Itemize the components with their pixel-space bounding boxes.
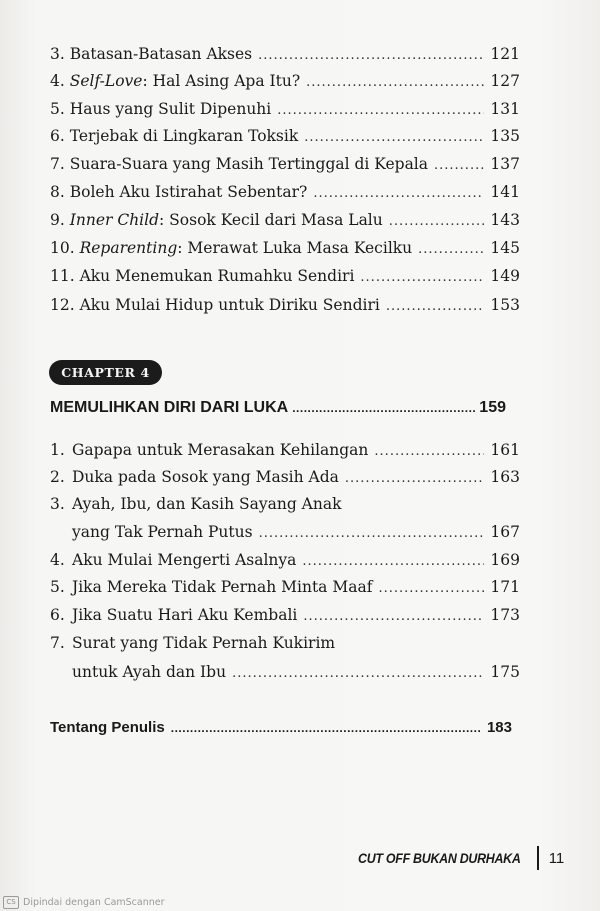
toc-entry-page: 173 (490, 606, 520, 624)
toc-entry-title: Aku Menemukan Rumahku Sendiri (79, 267, 355, 285)
toc-entry (50, 126, 520, 148)
toc-entry-number: 7. (50, 634, 65, 652)
toc-entry-title: Haus yang Sulit Dipenuhi (69, 100, 272, 118)
toc-entry (50, 295, 520, 317)
toc-entry-title: Gapapa untuk Merasakan Kehilangan (72, 441, 369, 459)
leader-dots (306, 73, 484, 93)
leader-dots (302, 552, 484, 572)
leader-dots (303, 607, 484, 627)
leader-dots (386, 297, 484, 317)
toc-entry-page: 163 (490, 468, 520, 486)
toc-entry-title: Reparenting: Merawat Luka Masa Kecilku (79, 239, 413, 257)
toc-entry-title-continued: untuk Ayah dan Ibu (72, 663, 227, 681)
toc-entry (50, 210, 520, 232)
running-title: CUT OFF BUKAN DURHAKA (358, 850, 521, 866)
leader-dots (360, 268, 484, 288)
toc-entry-number: 5. (50, 578, 65, 596)
toc-entry-page: 135 (490, 127, 520, 145)
toc-entry-page: 121 (490, 45, 520, 63)
leader-dots (259, 524, 484, 544)
toc-entry (50, 99, 520, 121)
toc-entry (50, 71, 520, 93)
toc-entry-number: 11. (50, 267, 75, 285)
toc-entry-page: 175 (490, 663, 520, 681)
toc-entry-continuation (72, 662, 520, 684)
toc-entry-page: 169 (490, 551, 520, 569)
toc-entry-page: 131 (490, 100, 520, 118)
toc-entry (50, 494, 520, 514)
toc-entry-title: Terjebak di Lingkaran Toksik (69, 127, 299, 145)
leader-dots (389, 212, 484, 232)
leader-dots (378, 579, 484, 599)
toc-entry-page: 167 (490, 523, 520, 541)
toc-entry-number: 3. (50, 495, 65, 513)
author-section-page: 183 (486, 719, 512, 736)
toc-entry-title: Ayah, Ibu, dan Kasih Sayang Anak (72, 495, 342, 513)
chapter-badge: CHAPTER 4 (49, 360, 162, 385)
toc-entry (50, 605, 520, 627)
leader-dots (304, 128, 484, 148)
toc-entry (50, 154, 520, 176)
toc-entry-number: 2. (50, 468, 65, 486)
toc-entry (50, 266, 520, 288)
toc-entry-title: Jika Mereka Tidak Pernah Minta Maaf (72, 578, 373, 596)
toc-entry-title: Aku Mulai Hidup untuk Diriku Sendiri (79, 296, 380, 314)
toc-entry (50, 577, 520, 599)
leader-dots (292, 398, 475, 418)
toc-entry-page: 141 (490, 183, 520, 201)
chapter-title: MEMULIHKAN DIRI DARI LUKA (50, 399, 289, 416)
leader-dots (313, 184, 484, 204)
leader-dots (434, 156, 484, 176)
toc-entry-title: Self-Love: Hal Asing Apa Itu? (69, 72, 301, 90)
toc-entry-page: 153 (490, 296, 520, 314)
toc-entry-title: Suara-Suara yang Masih Tertinggal di Kepala (69, 155, 429, 173)
toc-entry-page: 127 (490, 72, 520, 90)
toc-entry (50, 182, 520, 204)
leader-dots (258, 46, 484, 66)
toc-entry-page: 161 (490, 441, 520, 459)
leader-dots (277, 101, 484, 121)
watermark-text: Dipindai dengan CamScanner (23, 896, 165, 908)
toc-entry (50, 633, 520, 653)
toc-entry-number: 6. (50, 606, 65, 624)
toc-entry-number: 8. (50, 183, 65, 201)
toc-entry-title: Duka pada Sosok yang Masih Ada (72, 468, 339, 486)
chapter-page: 159 (479, 399, 506, 416)
leader-dots (345, 469, 484, 489)
toc-entry-title: Inner Child: Sosok Kecil dari Masa Lalu (69, 211, 383, 229)
author-section-label: Tentang Penulis (50, 719, 165, 736)
toc-entry (50, 467, 520, 489)
toc-entry-continuation (72, 522, 520, 544)
toc-entry-page: 145 (490, 239, 520, 257)
leader-dots (418, 240, 484, 260)
toc-entry (50, 440, 520, 462)
toc-entry-page: 171 (490, 578, 520, 596)
toc-entry-title: Surat yang Tidak Pernah Kukirim (72, 634, 336, 652)
toc-entry-title: Jika Suatu Hari Aku Kembali (72, 606, 298, 624)
toc-entry-page: 149 (490, 267, 520, 285)
toc-entry-number: 9. (50, 211, 65, 229)
toc-entry-title: Batasan-Batasan Akses (69, 45, 253, 63)
toc-entry-number: 5. (50, 100, 65, 118)
toc-entry (50, 44, 520, 66)
toc-entry-author (50, 718, 512, 738)
toc-entry-title-continued: yang Tak Pernah Putus (72, 523, 253, 541)
leader-dots (232, 664, 484, 684)
toc-entry-number: 7. (50, 155, 65, 173)
toc-entry-title: Boleh Aku Istirahat Sebentar? (69, 183, 308, 201)
footer-divider (537, 846, 539, 870)
scanner-watermark (0, 893, 165, 911)
toc-entry-page: 143 (490, 211, 520, 229)
toc-entry (50, 238, 520, 260)
toc-entry-title: Aku Mulai Mengerti Asalnya (72, 551, 297, 569)
toc-entry-number: 4. (50, 72, 65, 90)
camscanner-icon: CS (3, 896, 19, 909)
chapter-heading (50, 398, 520, 418)
page-footer (358, 846, 564, 870)
toc-entry-number: 12. (50, 296, 75, 314)
toc-entry-number: 3. (50, 45, 65, 63)
toc-entry-number: 1. (50, 441, 65, 459)
page-number: 11 (548, 849, 565, 867)
leader-dots (171, 718, 481, 738)
toc-entry-number: 4. (50, 551, 65, 569)
toc-entry-page: 137 (490, 155, 520, 173)
toc-entry-number: 10. (50, 239, 75, 257)
leader-dots (374, 442, 484, 462)
toc-entry (50, 550, 520, 572)
toc-entry-number: 6. (50, 127, 65, 145)
